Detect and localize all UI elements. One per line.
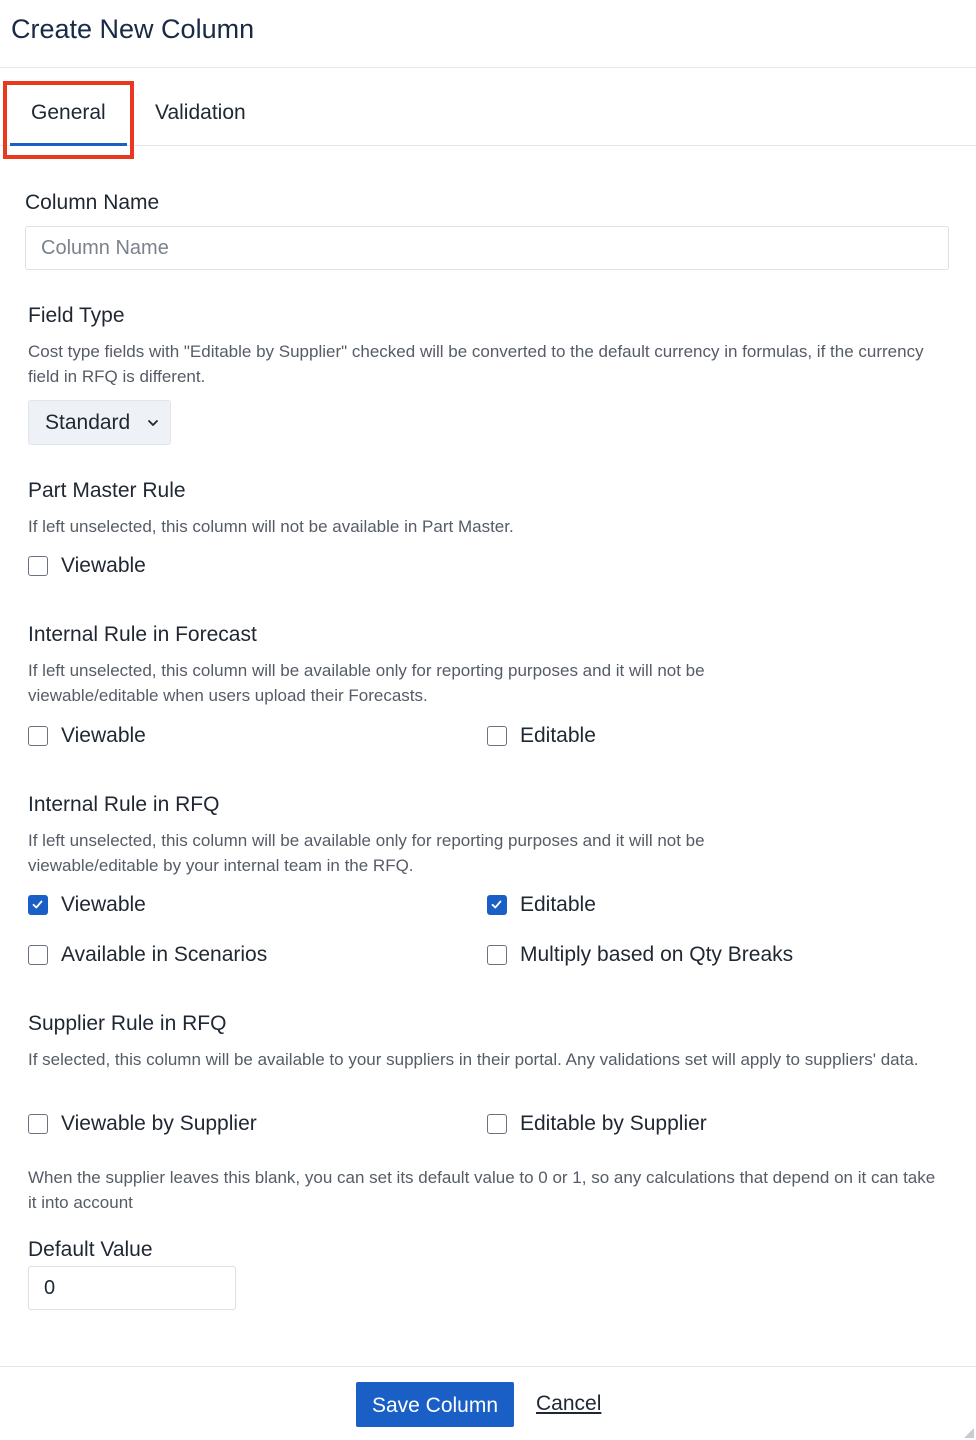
supplier-editable-checkbox[interactable]: [487, 1114, 507, 1134]
column-name-input[interactable]: [25, 226, 949, 270]
rfq-viewable-checkbox[interactable]: [28, 895, 48, 915]
default-value-input[interactable]: [28, 1266, 236, 1310]
column-name-label: Column Name: [25, 191, 160, 214]
forecast-editable-label[interactable]: Editable: [520, 724, 596, 747]
tab-bar: [0, 68, 976, 146]
rfq-scenarios-checkbox[interactable]: [28, 945, 48, 965]
rfq-qty-breaks-checkbox[interactable]: [487, 945, 507, 965]
rfq-viewable-label[interactable]: Viewable: [61, 893, 146, 916]
dialog-header: [0, 0, 976, 68]
forecast-viewable-label[interactable]: Viewable: [61, 724, 146, 747]
supplier-viewable-label[interactable]: Viewable by Supplier: [61, 1112, 257, 1135]
highlight-annotation: [3, 81, 134, 159]
supplier-editable-label[interactable]: Editable by Supplier: [520, 1112, 707, 1135]
field-type-select[interactable]: [28, 400, 171, 445]
default-value-label: Default Value: [28, 1238, 153, 1261]
tab-validation[interactable]: Validation: [155, 101, 246, 124]
part-master-viewable-checkbox[interactable]: [28, 556, 48, 576]
save-column-button[interactable]: Save Column: [356, 1382, 514, 1427]
rfq-rule-description: If left unselected, this column will be available only for reporting purposes and it will not be viewable/editable by your internal team in the RFQ.: [28, 831, 705, 875]
field-type-description: Cost type fields with "Editable by Supplier" checked will be converted to the default currency in formulas, if the currency field in RFQ is different.: [28, 342, 924, 386]
supplier-rule-label: Supplier Rule in RFQ: [28, 1012, 227, 1035]
rfq-qty-breaks-label[interactable]: Multiply based on Qty Breaks: [520, 943, 794, 966]
chevron-down-icon: [147, 417, 159, 429]
field-type-label: Field Type: [28, 304, 125, 327]
dialog-title: Create New Column: [11, 14, 255, 44]
forecast-editable-checkbox[interactable]: [487, 726, 507, 746]
forecast-rule-description: If left unselected, this column will be available only for reporting purposes and it will not be viewable/editable when users upload their Forecasts.: [28, 661, 705, 705]
supplier-viewable-checkbox[interactable]: [28, 1114, 48, 1134]
rfq-editable-checkbox[interactable]: [487, 895, 507, 915]
rfq-scenarios-label[interactable]: Available in Scenarios: [61, 943, 268, 966]
checkmark-icon: [490, 898, 503, 911]
part-master-rule-label: Part Master Rule: [28, 479, 186, 502]
part-master-rule-description: If left unselected, this column will not be available in Part Master.: [28, 517, 514, 536]
part-master-viewable-label[interactable]: Viewable: [61, 554, 146, 577]
cancel-link[interactable]: Cancel: [536, 1392, 602, 1415]
forecast-viewable-checkbox[interactable]: [28, 726, 48, 746]
checkmark-icon: [31, 898, 44, 911]
resize-handle-icon[interactable]: [964, 1428, 974, 1438]
forecast-rule-label: Internal Rule in Forecast: [28, 623, 257, 646]
rfq-editable-label[interactable]: Editable: [520, 893, 596, 916]
rfq-rule-label: Internal Rule in RFQ: [28, 793, 220, 816]
tab-general[interactable]: General: [31, 101, 106, 124]
supplier-rule-description: If selected, this column will be available to your suppliers in their portal. Any validations set will apply to suppliers' data.: [28, 1050, 919, 1069]
field-type-selected-value: Standard: [45, 411, 131, 434]
default-value-hint: When the supplier leaves this blank, you can set its default value to 0 or 1, so any calculations that depend on it can take it into account: [28, 1168, 936, 1212]
